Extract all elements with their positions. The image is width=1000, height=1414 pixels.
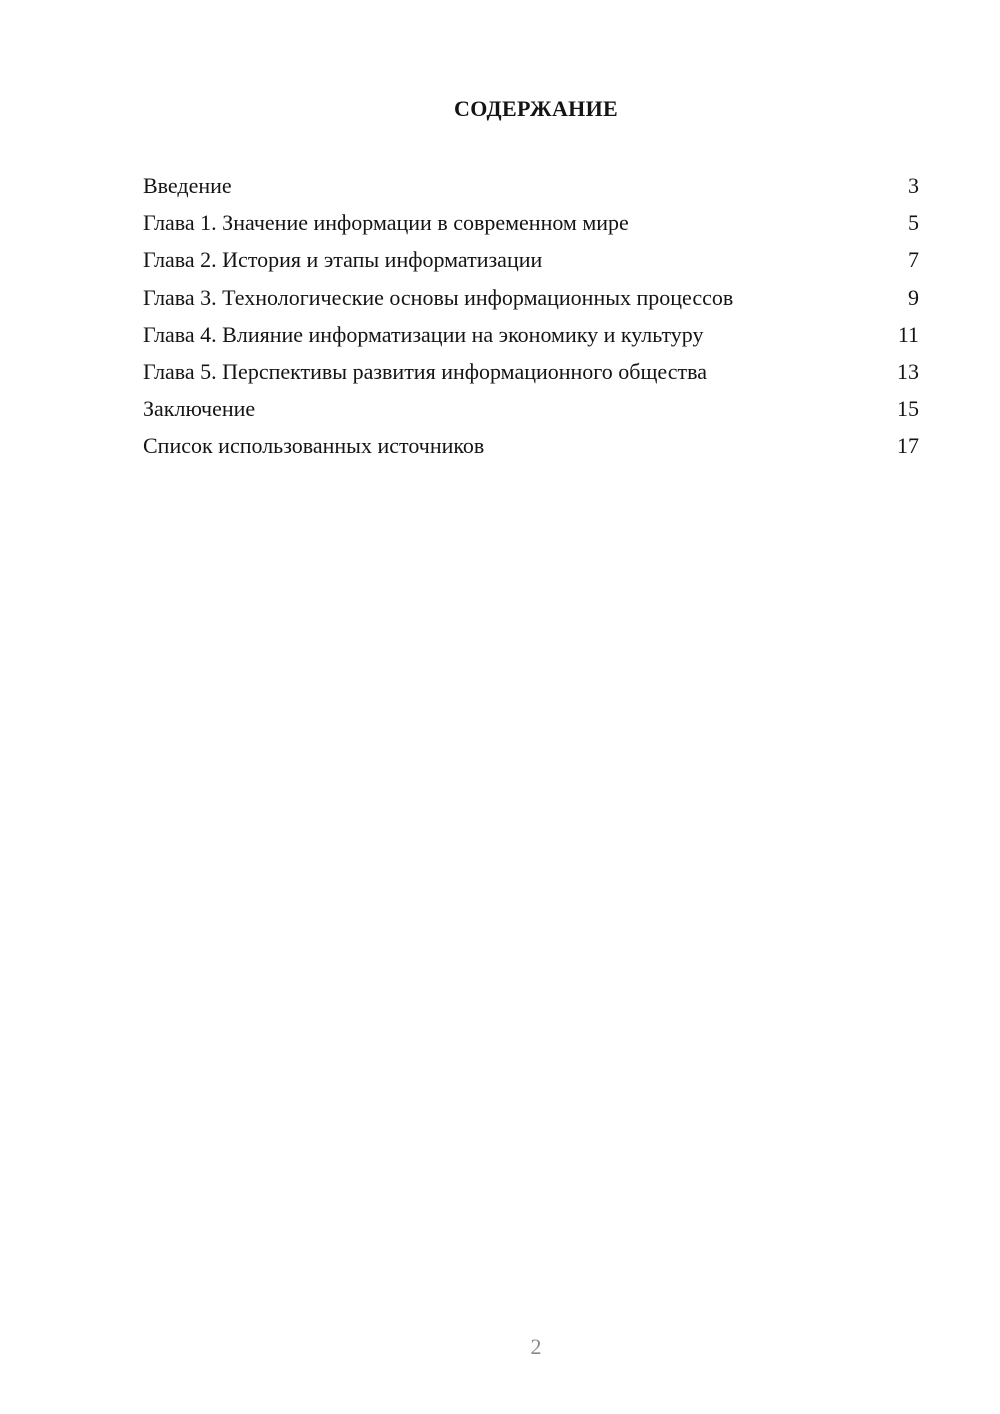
toc-entry-page-number: 11 xyxy=(897,321,919,347)
toc-entry-chapter-4 xyxy=(143,318,919,355)
toc-entry-chapter-1 xyxy=(143,206,919,243)
toc-entry-page-number: 9 xyxy=(908,284,919,310)
toc-heading: СОДЕРЖАНИЕ xyxy=(454,96,618,121)
toc-entry-page-number: 7 xyxy=(908,247,919,273)
toc-entry-title: Глава 4. Влияние информатизации на экономику и культуру xyxy=(143,321,704,347)
toc-entry-chapter-2 xyxy=(143,243,919,280)
table-of-contents xyxy=(143,169,919,467)
toc-entry-chapter-5 xyxy=(143,355,919,392)
toc-entry-title: Глава 2. История и этапы информатизации xyxy=(143,247,543,273)
toc-entry-title: Глава 5. Перспективы развития информационного общества xyxy=(143,358,707,384)
toc-entry-title: Список использованных источников xyxy=(143,433,485,459)
toc-entry-title: Введение xyxy=(143,173,232,198)
toc-entry-page-number: 5 xyxy=(908,210,919,236)
toc-entry-page-number: 3 xyxy=(908,173,919,198)
toc-entry-introduction xyxy=(143,169,919,206)
page-number: 2 xyxy=(530,1334,542,1359)
toc-entry-chapter-3 xyxy=(143,281,919,318)
toc-entry-title: Глава 1. Значение информации в современном мире xyxy=(143,210,629,236)
toc-entry-conclusion xyxy=(143,392,919,429)
toc-entry-title: Глава 3. Технологические основы информационных процессов xyxy=(143,284,734,310)
toc-entry-page-number: 17 xyxy=(897,433,919,459)
toc-entry-title: Заключение xyxy=(143,396,256,422)
toc-entry-page-number: 15 xyxy=(897,396,919,422)
toc-entry-page-number: 13 xyxy=(897,358,919,384)
toc-entry-references xyxy=(143,429,919,466)
